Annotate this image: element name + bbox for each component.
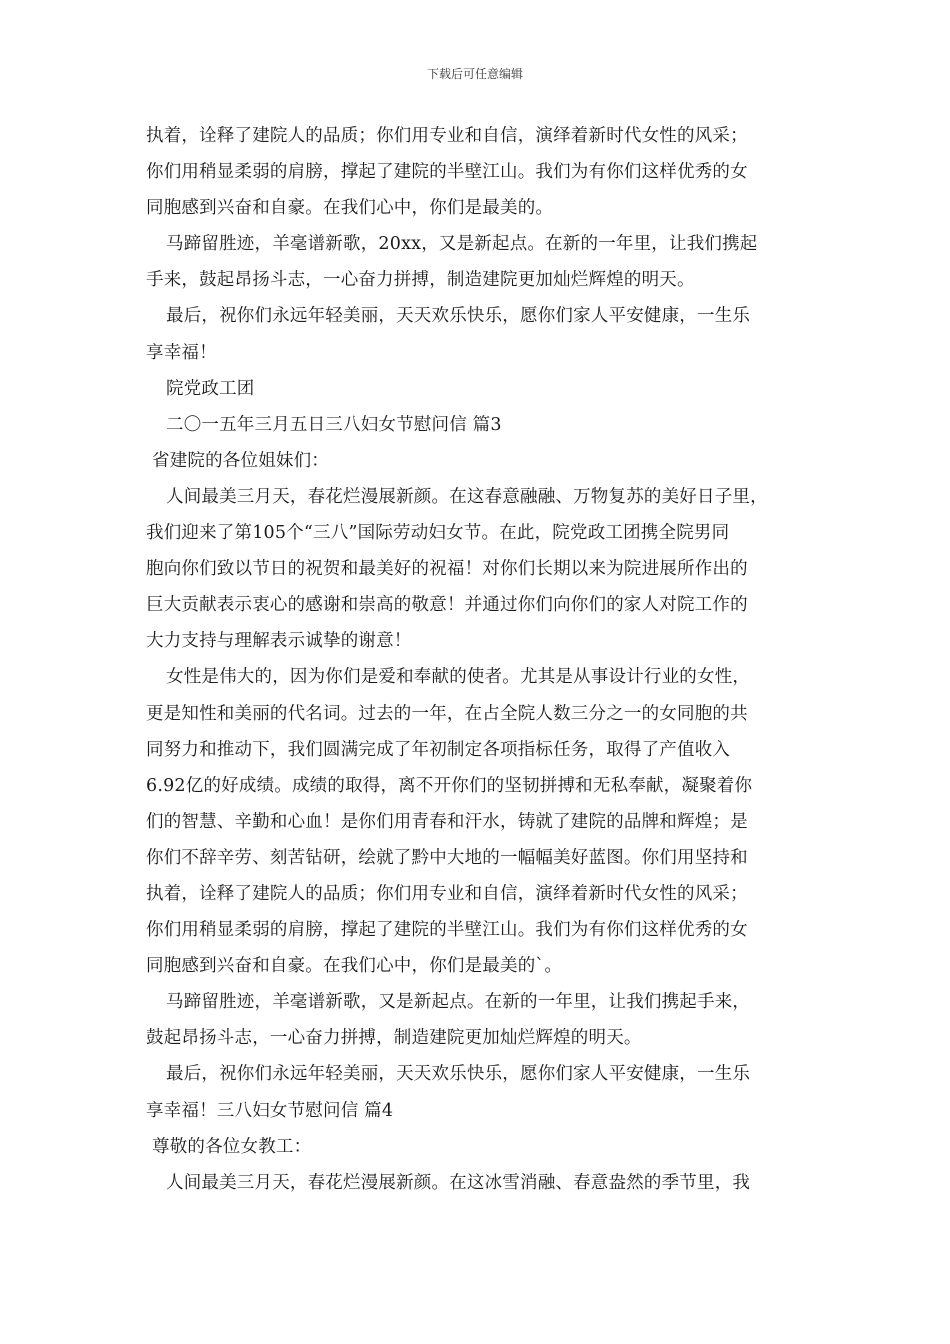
text-line: 马蹄留胜迹，羊毫谱新歌，20xx，又是新起点。在新的一年里，让我们携起 [166,234,758,255]
text-line: 人间最美三月天，春花烂漫展新颜。在这冰雪消融、春意盎然的季节里，我 [166,1172,751,1193]
text-line: 手来，鼓起昂扬斗志，一心奋力拼搏，制造建院更加灿烂辉煌的明天。 [146,270,695,291]
text-line: 省建院的各位姐妹们： [152,450,329,471]
page-header: 下载后可任意编辑 [426,67,523,81]
text-line: 执着，诠释了建院人的品质；你们用专业和自信，演绎着新时代女性的风采； [146,126,748,146]
text-line: 更是知性和美丽的代名词。过去的一年，在占全院人数三分之一的女同胞的共 [146,703,748,724]
text-line: 你们不辞辛劳、刻苦钻研，绘就了黔中大地的一幅幅美好蓝图。你们用坚持和 [146,847,748,868]
text-line: 人间最美三月天，春花烂漫展新颜。在这春意融融、万物复苏的美好日子里， [166,486,768,507]
text-line: 6.92亿的好成绩。成绩的取得，离不开你们的坚韧拼搏和无私奉献，凝聚着你 [146,775,753,796]
document-body [146,118,806,1201]
text-line: 享幸福！ [146,342,217,363]
text-line: 享幸福！三八妇女节慰问信 篇4 [146,1100,394,1121]
text-line: 你们用稍显柔弱的肩膀，撑起了建院的半壁江山。我们为有你们这样优秀的女 [146,920,748,941]
text-line: 女性是伟大的，因为你们是爱和奉献的使者。尤其是从事设计行业的女性， [166,667,751,688]
text-line: 巨大贡献表示衷心的感谢和崇高的敬意！并通过你们向你们的家人对院工作的 [146,595,748,616]
text-line: 最后，祝你们永远年轻美丽，天天欢乐快乐，愿你们家人平安健康，一生乐 [166,306,751,327]
text-line: 们的智慧、辛勤和心血！是你们用青春和汗水，铸就了建院的品牌和辉煌；是 [146,811,748,832]
text-line: 同胞感到兴奋和自豪。在我们心中，你们是最美的。 [146,198,554,219]
text-line: 最后，祝你们永远年轻美丽，天天欢乐快乐，愿你们家人平安健康，一生乐 [166,1064,751,1085]
text-line: 你们用稍显柔弱的肩膀，撑起了建院的半壁江山。我们为有你们这样优秀的女 [146,162,748,183]
text-line: 我们迎来了第105个“三八”国际劳动妇女节。在此，院党政工团携全院男同 [146,523,730,544]
text-line: 执着，诠释了建院人的品质；你们用专业和自信，演绎着新时代女性的风采； [146,883,748,904]
text-line: 尊敬的各位女教工： [152,1136,312,1157]
text-line: 胞向你们致以节日的祝贺和最美好的祝福！对你们长期以来为院进展所作出的 [146,559,748,580]
text-line: 同努力和推动下，我们圆满完成了年初制定各项指标任务，取得了产值收入 [146,739,731,760]
text-line: 鼓起昂扬斗志，一心奋力拼搏，制造建院更加灿烂辉煌的明天。 [146,1028,642,1049]
text-line: 二〇一五年三月五日三八妇女节慰问信 篇3 [166,414,502,435]
text-line: 同胞感到兴奋和自豪。在我们心中，你们是最美的`。 [146,956,563,977]
text-line: 大力支持与理解表示诚挚的谢意！ [146,631,412,652]
text-line: 院党政工团 [166,378,255,399]
text-line: 马蹄留胜迹，羊毫谱新歌，又是新起点。在新的一年里，让我们携起手来， [166,992,751,1013]
